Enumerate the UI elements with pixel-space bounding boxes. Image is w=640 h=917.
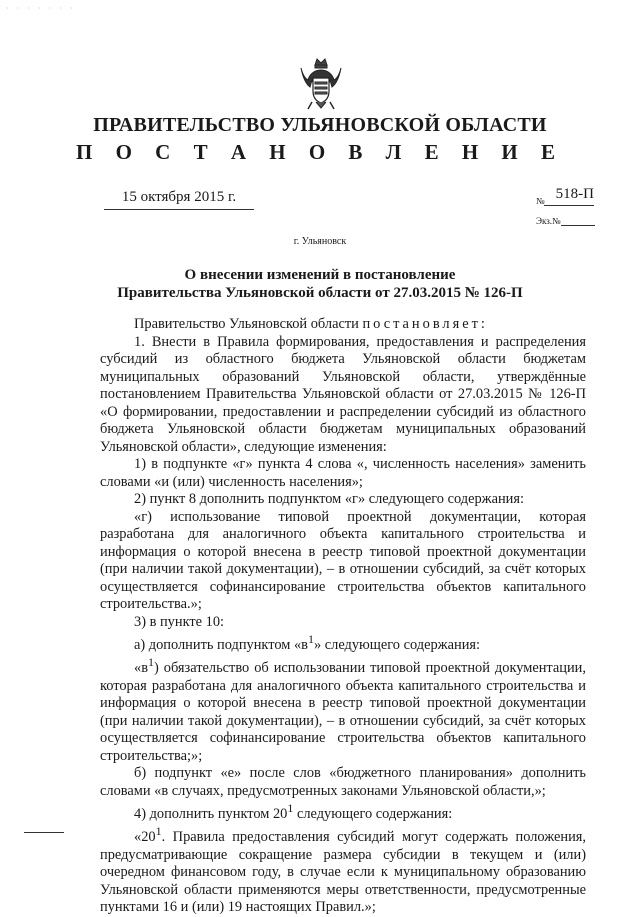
government-title: ПРАВИТЕЛЬСТВО УЛЬЯНОВСКОЙ ОБЛАСТИ — [93, 114, 547, 136]
paragraph-9-text: 4) дополнить пунктом 20 — [134, 805, 288, 822]
margin-mark-line — [24, 832, 64, 833]
paragraph-7-text: «в — [134, 660, 148, 677]
paragraph-9 — [100, 800, 586, 823]
city-name: г. Ульяновск — [293, 236, 347, 247]
paragraph-7-text-end: ) обязательство об использовании типовой проектной документации, которая разработана для аналогичного объекта капитального строительства и информация о которой внесена в реестр типовой проектной документации (при наличии такой документации), – в отношении субсидий, за счёт которых осуществляется софинансирование строительства объектов капитального строительства;»; — [100, 660, 586, 764]
paragraph-7 — [100, 654, 586, 765]
paragraph-10-text: «20 — [134, 829, 156, 846]
number-sign: № — [536, 196, 545, 206]
paragraph-10-text-end: . Правила предоставления субсидий могут содержать положения, предусматривающие сокращение размера субсидии в текущем и (или) очередном финансовом году, в случае если к муниципальному образованию Ульяновской области применяются меры ответственности, предусмотренные пунктами 16 и (или) 19 настоящих Правил.»; — [100, 829, 586, 916]
paragraph-2: 1) в подпункте «г» пункта 4 слова «, численность населения» заменить словами «и (или) численность населения»; — [100, 456, 586, 490]
paragraph-1: 1. Внести в Правила формирования, предоставления и распределения субсидий из областного бюджета Ульяновской области бюджетам муниципальных образований Ульяновской области, утверждённые постановлением Правительства Ульяновской области от 27.03.2015 № 126-П «О формировании, предоставлении и распределении субсидий из областного бюджета Ульяновской области бюджетам муниципальных образований Ульяновской области», следующие изменения: — [100, 333, 586, 455]
document-subject — [100, 266, 540, 302]
intro-paragraph — [100, 316, 586, 334]
paragraph-5: 3) в пункте 10: — [134, 613, 225, 630]
paragraph-8: б) подпункт «е» после слов «бюджетного планирования» дополнить словами «в случаях, предусмотренных законами Ульяновской области,»; — [100, 765, 586, 799]
paragraph-4: «г) использование типовой проектной документации, которая разработана для аналогичного объекта капитального строительства и информация о которой внесена в реестр типовой проектной документации (при наличии такой документации), – в отношении субсидий, за счёт которых осуществляется софинансирование строительства объектов капитального строительства.»; — [100, 508, 586, 612]
copy-number-field — [536, 216, 595, 226]
paragraph-6-text-end: » следующего содержания: — [313, 636, 481, 653]
paragraph-7-superscript: 1 — [148, 655, 154, 670]
subject-line-2: Правительства Ульяновской области от 27.03.2015 № 126-П — [117, 285, 523, 301]
paragraph-9-text-end: следующего содержания: — [293, 805, 453, 822]
paragraph-3: 2) пункт 8 дополнить подпунктом «г» следующего содержания: — [134, 491, 524, 507]
paragraph-10-superscript: 1 — [155, 824, 162, 839]
intro-decree-word: постановляет: — [362, 316, 488, 332]
paragraph-10 — [100, 823, 586, 916]
document-date: 15 октября 2015 г. — [104, 189, 254, 210]
document-type: П О С Т А Н О В Л Е Н И Е — [75, 140, 564, 164]
subject-line-1: О внесении изменений в постановление — [184, 267, 456, 283]
coat-of-arms-emblem — [300, 56, 342, 112]
scan-dots: · · · · · · · — [6, 4, 76, 13]
paragraph-9-superscript: 1 — [287, 801, 294, 816]
intro-text: Правительство Ульяновской области — [134, 316, 363, 332]
copy-label: Экз.№ — [536, 216, 561, 226]
document-number: 518-П — [544, 186, 594, 206]
paragraph-6 — [100, 631, 586, 654]
document-body — [100, 316, 586, 917]
paragraph-6-text: а) дополнить подпунктом «в — [134, 636, 308, 653]
copy-number-line — [561, 225, 595, 226]
paragraph-6-superscript: 1 — [307, 632, 314, 646]
